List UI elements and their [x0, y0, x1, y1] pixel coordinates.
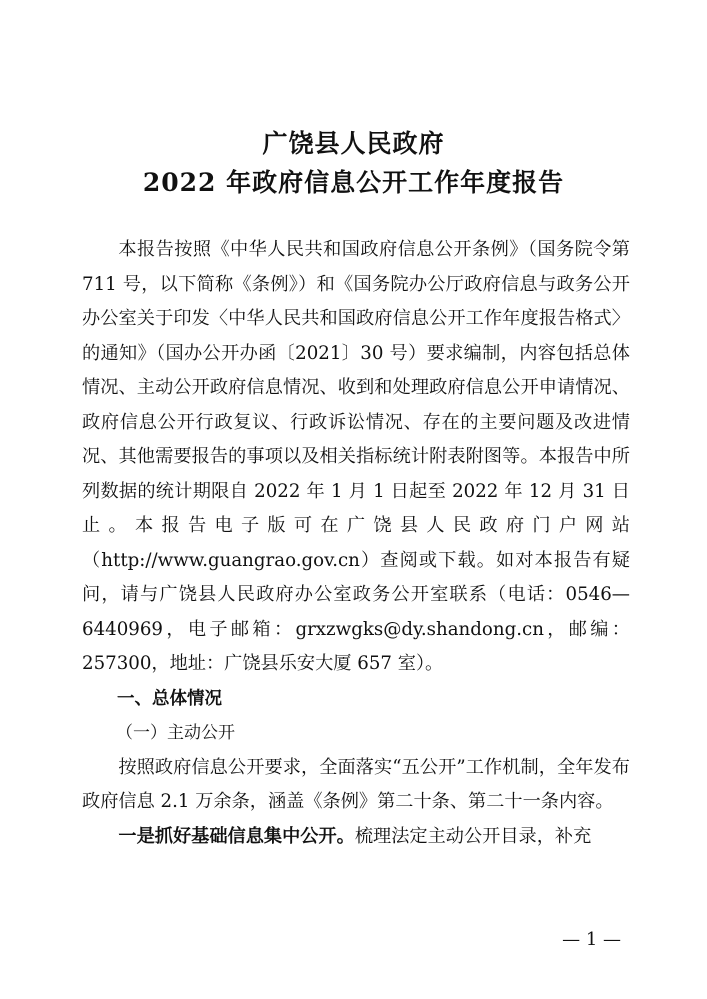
- section-heading-1: 一、总体情况: [117, 688, 222, 709]
- paragraph-basic-info: [82, 820, 630, 855]
- document-title-line2: 2022 年政府信息公开工作年度报告: [142, 168, 565, 197]
- page-number: — 1 —: [562, 929, 621, 950]
- paragraph-lead-text: 一是抓好基础信息集中公开。: [118, 825, 355, 847]
- document-body: [82, 233, 630, 854]
- subsection-heading-1: （一）主动公开: [116, 723, 235, 743]
- document-title-line1: 广饶县人民政府: [262, 129, 445, 158]
- paragraph-active-disclosure: 按照政府信息公开要求，全面落实“五公开”工作机制，全年发布政府信息 2.1 万余条，涵盖《条例》第二十条、第二十一条内容。: [82, 756, 630, 812]
- paragraph-rest-text: 梳理法定主动公开目录，补充: [354, 825, 592, 847]
- intro-paragraph: 本报告按照《中华人民共和国政府信息公开条例》（国务院令第 711 号，以下简称《条例》）和《国务院办公厅政府信息与政务公开办公室关于印发〈中华人民共和国政府信息公开工作年度报告格式〉的通知》（国办公开办函〔2021〕30 号）要求编制，内容包括总体情况、主动公开政府信息情况、收到和处理政府信息公开申请情况、政府信息公开行政复议、行政诉讼情况、存在的主要问题及改进情况、其他需要报告的事项以及相关指标统计附表附图等。本报告中所列数据的统计期限自 2022 年 1 月 1 日起至 2022 年 12 月 31 日止。本报告电子版可在广饶县人民政府门户网站（http://www.guangrao.gov.cn）查阅或下载。如对本报告有疑问，请与广饶县人民政府办公室政务公开室联系（电话：0546—6440969，电子邮箱：grxzwgks@dy.shandong.cn，邮编：257300，地址：广饶县乐安大厦 657 室）。: [82, 239, 630, 674]
